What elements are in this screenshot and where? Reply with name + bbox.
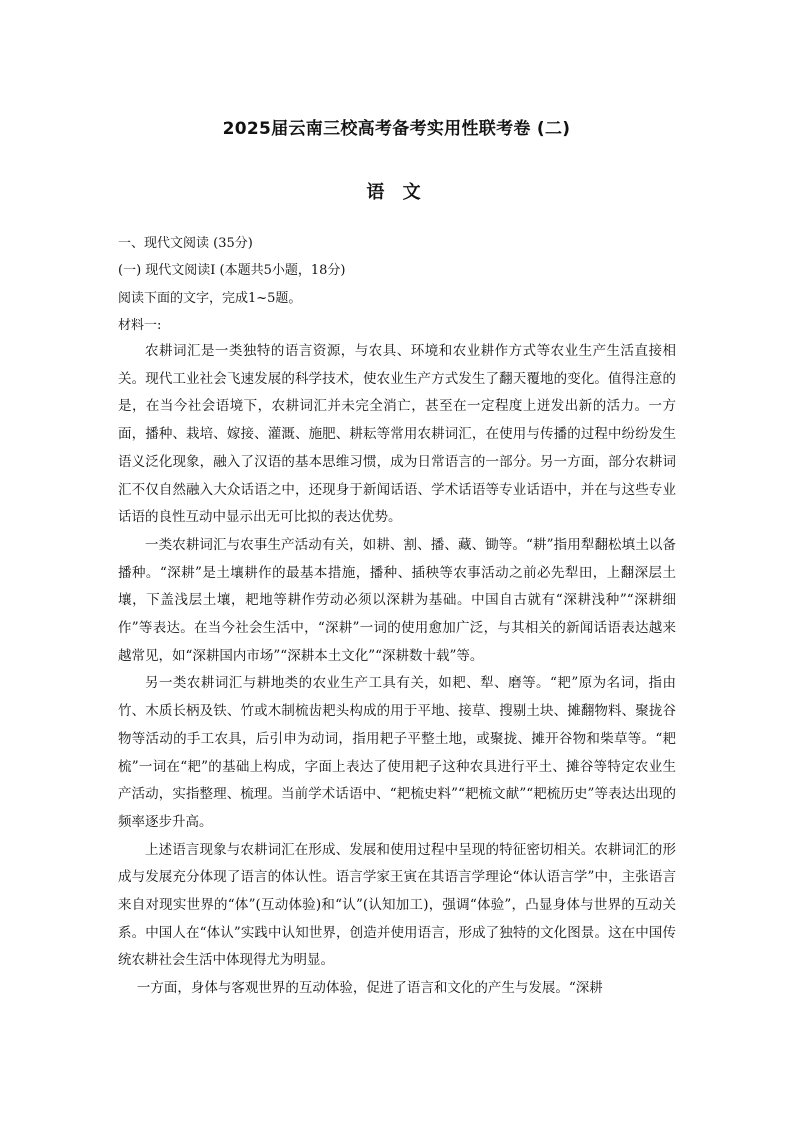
material-label: 材料一: — [118, 318, 162, 333]
paragraph: 一类农耕词汇与农事生产活动有关，如耕、割、播、藏、锄等。“耕”指用犁翻松填土以备播种。“深耕”是土壤耕作的最基本措施，播种、插秧等农事活动之前必先犁田，上翻深层土壤，下盖浅层土壤，耙地等耕作劳动必须以深耕为基础。中国自古就有“深耕浅种”“深耕细作”等表达。在当今社会生活中，“深耕”一词的使用愈加广泛，与其相关的新闻话语表达越来越常见，如“深耕国内市场”“深耕本土文化”“深耕数十载”等。 — [118, 536, 676, 664]
reading-instruction: 阅读下面的文字，完成1~5题。 — [118, 291, 302, 306]
paragraph: 一方面，身体与客观世界的互动体验，促进了语言和文化的产生与发展。“深耕 — [136, 980, 603, 997]
section-heading: 一、现代文阅读 (35分) — [118, 236, 253, 251]
paragraph: 另一类农耕词汇与耕地类的农业生产工具有关，如耙、犁、磨等。“耙”原为名词，指由竹、木质长柄及铁、竹或木制梳齿耙头构成的用于平地、接草、搜剔土块、摊翻物料、聚拢谷物等活动的手工农具，后引申为动词，指用耙子平整土地，或聚拢、摊开谷物和柴草等。“耙梳”一词在“耙”的基础上构成，字面上表达了使用耙子这种农具进行平土、摊谷等特定农业生产活动，实指整理、梳理。当前学术话语中、“耙梳史料”“耙梳文献”“耙梳历史”等表达出现的频率逐步升高。 — [118, 675, 676, 830]
material-body — [118, 338, 676, 1003]
subsection-heading: (一) 现代文阅读Ⅰ (本题共5小题，18分) — [118, 263, 346, 278]
paragraph: 农耕词汇是一类独特的语言资源，与农具、环境和农业耕作方式等农业生产生活直接相关。现代工业社会飞速发展的科学技术，使农业生产方式发生了翻天覆地的变化。值得注意的是，在当今社会语境下，农耕词汇并未完全消亡，甚至在一定程度上迸发出新的活力。一方面，播种、栽培、嫁接、灌溉、施肥、耕耘等常用农耕词汇，在使用与传播的过程中纷纷发生语义泛化现象，融入了汉语的基本思维习惯，成为日常语言的一部分。另一方面，部分农耕词汇不仅自然融入大众话语之中，还现身于新闻话语、学术话语等专业话语中，并在与这些专业话语的良性互动中显示出无可比拟的表达优势。 — [118, 343, 676, 526]
paragraph: 上述语言现象与农耕词汇在形成、发展和使用过程中呈现的特征密切相关。农耕词汇的形成与发展充分体现了语言的体认性。语言学家王寅在其语言学理论“体认语言学”中，主张语言来自对现实世界的“体”(互动体验)和“认”(认知加工)，强调“体验”，凸显身体与世界的互动关系。中国人在“体认”实践中认知世界，创造并使用语言，形成了独特的文化图景。这在中国传统农耕社会生活中体现得尤为明显。 — [118, 841, 676, 969]
subject-heading: 语 文 — [366, 182, 427, 203]
exam-title: 2025届云南三校高考备考实用性联考卷 (二) — [222, 119, 571, 139]
